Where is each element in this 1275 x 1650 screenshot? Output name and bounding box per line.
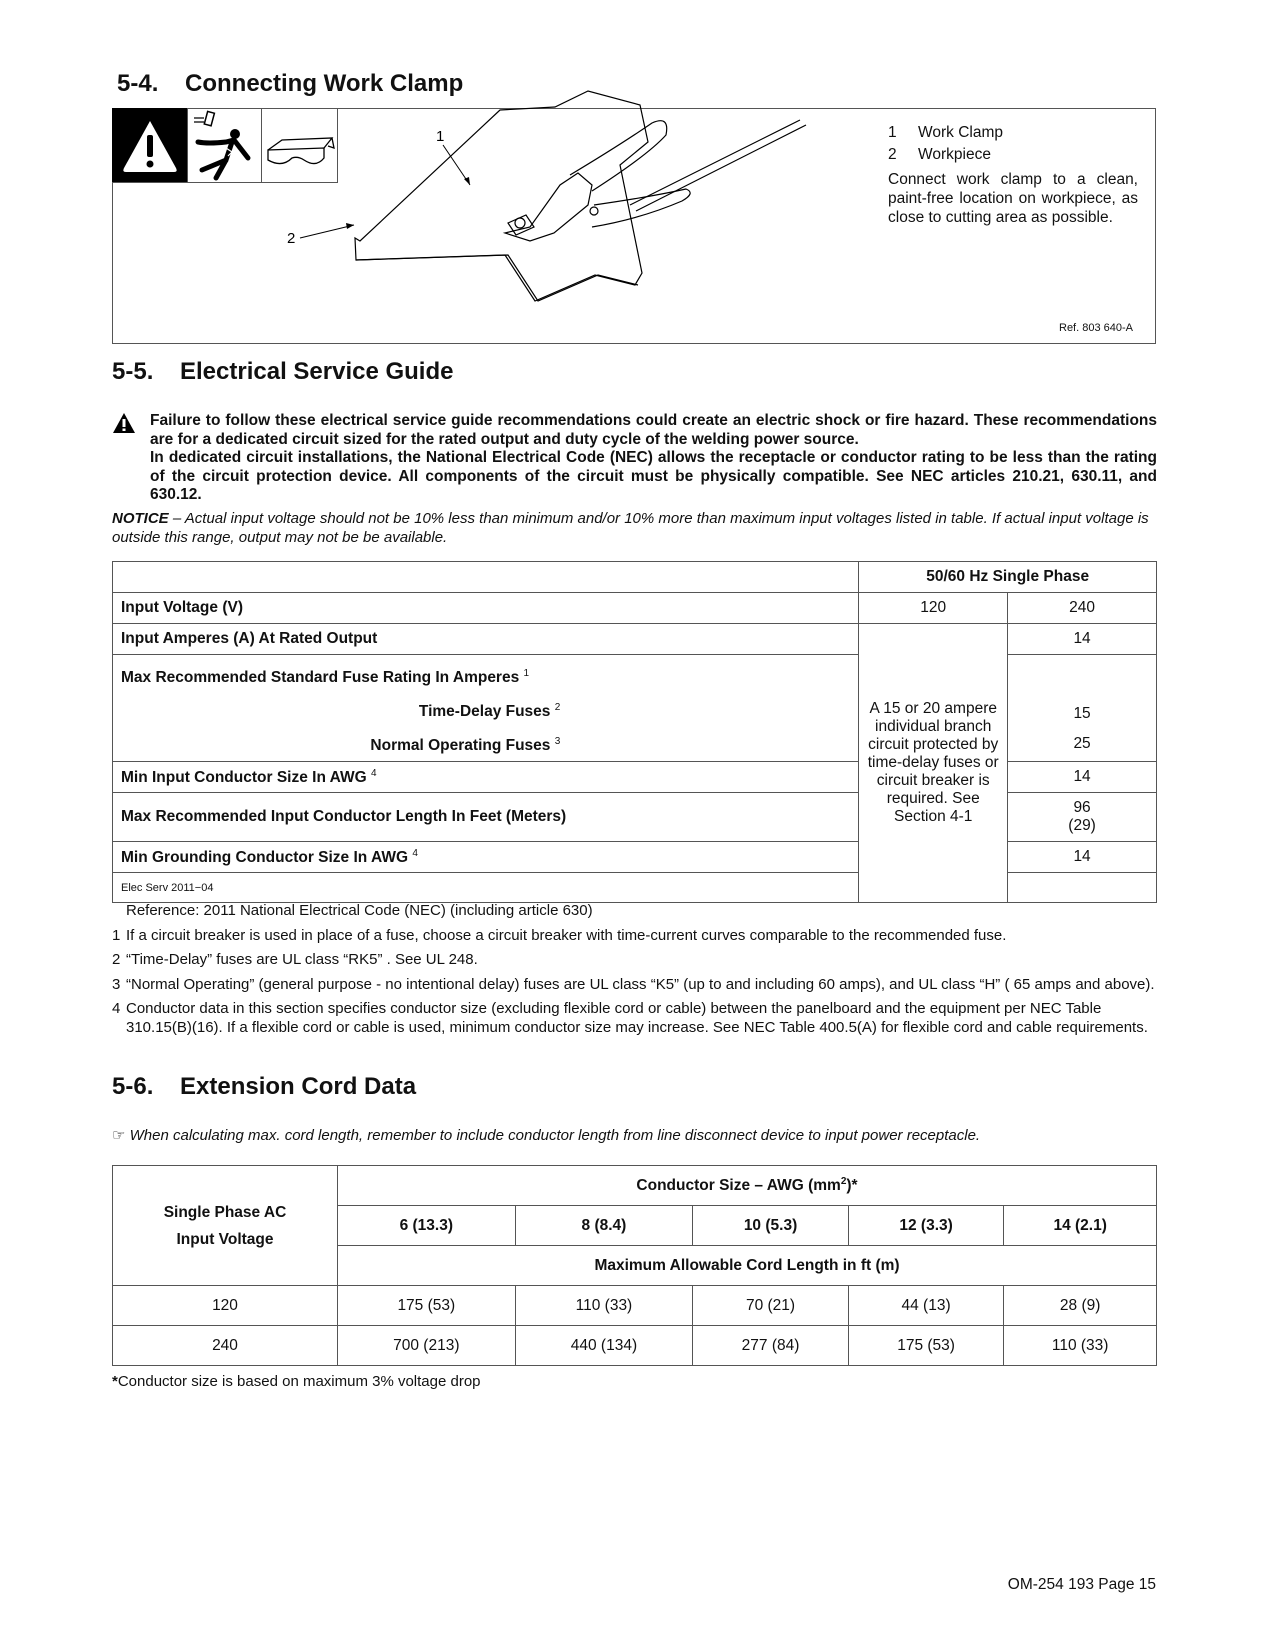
section-5-6-heading: 5-6. Extension Cord Data <box>112 1073 417 1100</box>
table-row: 240 700 (213) 440 (134) 277 (84) 175 (53) 110 (33) <box>113 1326 1157 1366</box>
legend-item: 2 Workpiece <box>888 146 991 163</box>
size-header: 12 (3.3) <box>848 1206 1004 1246</box>
tip-note: ☞ When calculating max. cord length, remember to include conductor length from line disconnect device to input power receptacle. <box>112 1127 981 1144</box>
workpiece-shape <box>355 91 648 301</box>
hazard-icon-strip <box>112 108 338 183</box>
warning-icon <box>112 412 136 439</box>
safety-glasses-icon <box>262 108 338 183</box>
section-5-5-heading: 5-5. Electrical Service Guide <box>112 358 454 385</box>
electric-shock-icon <box>188 108 262 183</box>
voltage-drop-note: *Conductor size is based on maximum 3% voltage drop <box>112 1373 481 1390</box>
conductor-size-header: Conductor Size – AWG $(mm^2)*$ <box>338 1166 1157 1206</box>
notice-paragraph: NOTICE – Actual input voltage should not be 10% less than minimum and/or 10% more than maximum input voltages listed in table. If actual input voltage is outside this range, output may not be be available. <box>112 510 1149 546</box>
legend-item: 1 Work Clamp <box>888 124 1003 141</box>
work-clamp-illustration <box>287 115 810 340</box>
cord-length-subheader: Maximum Allowable Cord Length in ft (m) <box>338 1246 1157 1286</box>
footnotes <box>112 902 1157 1043</box>
figure-reference: Ref. 803 640-A <box>1059 322 1133 334</box>
footnote: 2 “Time-Delay” fuses are UL class “RK5” . See UL 248. <box>112 951 478 968</box>
table-row: Input Amperes (A) At Rated Output A 15 or 20 ampere individual branch circuit protected by time-delay fuses or circuit breaker is required. See Section 4-1 14 <box>113 624 1157 655</box>
table-row: Min Grounding Conductor Size In AWG $^4$ 14 <box>113 842 1157 873</box>
table-footer-row: Elec Serv 2011−04 <box>113 873 1157 903</box>
work-clamp-shape <box>505 173 592 241</box>
callout-1-label: 1 <box>436 128 445 145</box>
section-5-4-heading: 5-4. Connecting Work Clamp <box>117 70 464 97</box>
table-row: 120 175 (53) 110 (33) 70 (21) 44 (13) 28 (9) <box>113 1286 1157 1326</box>
size-header: 8 (8.4) <box>515 1206 693 1246</box>
figure-legend <box>888 122 1138 227</box>
page-footer: OM-254 193 Page 15 <box>1007 1576 1156 1593</box>
pointing-hand-icon: ☞ <box>112 1127 126 1144</box>
warning-triangle-icon <box>112 108 188 183</box>
size-header: 6 (13.3) <box>338 1206 516 1246</box>
frequency-header: 50/60 Hz Single Phase <box>859 562 1157 593</box>
voltage-column-header: Single Phase AC Input Voltage <box>113 1166 338 1286</box>
warning-block <box>150 412 1157 505</box>
footnote: 4 Conductor data in this section specifies conductor size (excluding flexible cord or cable) between the panelboard and the equipment per NEC Table 310.15(B)(16). If a flexible cord or cable is used, minimum conductor size may increase. See NEC Table 400.5(A) for flexible cord and cable requirements. <box>112 1000 1148 1036</box>
size-header: 10 (5.3) <box>693 1206 849 1246</box>
120v-requirement-note: A 15 or 20 ampere individual branch circuit protected by time-delay fuses or circuit breaker is required. See Section 4-1 <box>859 624 1008 903</box>
table-row <box>113 562 1157 593</box>
warning-paragraph-1: Failure to follow these electrical service guide recommendations could create an electric shock or fire hazard. These recommendations are for a dedicated circuit sized for the rated output and duty cycle of the welding power source. <box>150 412 1157 448</box>
electrical-service-table <box>112 561 1157 903</box>
footnote: 3 “Normal Operating” (general purpose - no intentional delay) fuses are UL class “K5” (up to and including 60 amps), and UL class “H” ( 65 amps and above). <box>112 975 1155 993</box>
size-header: 14 (2.1) <box>1004 1206 1157 1246</box>
table-row: Max Recommended Input Conductor Length In Feet (Meters) 96 (29) <box>113 793 1157 842</box>
warning-paragraph-2: In dedicated circuit installations, the National Electrical Code (NEC) allows the receptacle or conductor rating to be less than the rating of the circuit protection device. All components of the circuit must be physically compatible. See NEC articles 210.21, 630.11, and 630.12. <box>150 449 1157 503</box>
table-row <box>113 1166 1157 1206</box>
callout-2-label: 2 <box>287 230 296 247</box>
footnote: 1 If a circuit breaker is used in place of a fuse, choose a circuit breaker with time-current curves comparable to the recommended fuse. <box>112 926 1007 944</box>
clamp-instruction: Connect work clamp to a clean, paint-free location on workpiece, as close to cutting area as possible. <box>888 171 1138 226</box>
table-row: Input Voltage (V) 120 240 <box>113 593 1157 624</box>
nec-reference: Reference: 2011 National Electrical Code (NEC) (including article 630) <box>126 902 593 919</box>
extension-cord-table <box>112 1165 1157 1366</box>
table-row: Max Recommended Standard Fuse Rating In Amperes $^1$ Time-Delay Fuses $^2$ Normal Operating Fuses $^3$ 15 25 <box>113 655 1157 762</box>
table-row: Min Input Conductor Size In AWG $^4$ 14 <box>113 762 1157 793</box>
